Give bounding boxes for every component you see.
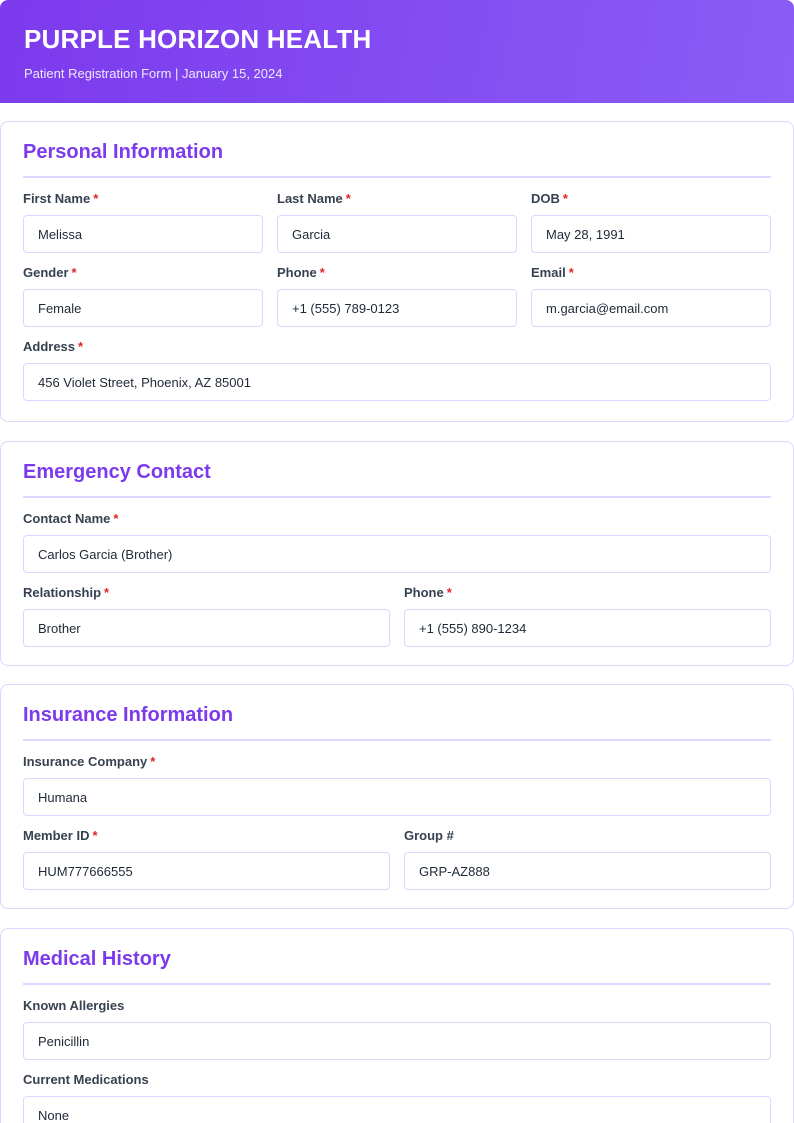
required-asterisk: * [93,191,99,206]
phone-field [277,265,517,327]
insurance-company-field [23,754,771,816]
contact-name-input[interactable] [23,535,771,573]
required-asterisk: * [345,191,351,206]
insurance-company-input[interactable] [23,778,771,816]
contact-name-field [23,511,771,573]
relationship-input[interactable] [23,609,390,647]
emergency-contact-section [0,441,794,666]
required-asterisk: * [446,585,452,600]
required-asterisk: * [113,511,119,526]
field-label: Phone * [404,585,452,600]
address-field [23,339,771,401]
field-label: Last Name * [277,191,351,206]
required-asterisk: * [104,585,110,600]
field-label: First Name * [23,191,99,206]
field-label: Address * [23,339,84,354]
field-label: Insurance Company * [23,754,156,769]
group-number-input[interactable] [404,852,771,890]
field-label: Phone * [277,265,325,280]
required-asterisk: * [150,754,156,769]
medications-input[interactable] [23,1096,771,1123]
organization-title: PURPLE HORIZON HEALTH [24,24,372,54]
field-label: Gender * [23,265,77,280]
form-header [0,0,794,103]
field-label: Group # [404,828,454,843]
emergency-phone-field [404,585,771,647]
required-asterisk: * [71,265,77,280]
required-asterisk: * [562,191,568,206]
dob-input[interactable] [531,215,771,253]
relationship-field [23,585,390,647]
form-subtitle: Patient Registration Form | January 15, 2024 [24,66,283,81]
medications-field [23,1072,771,1123]
personal-information-section [0,121,794,422]
member-id-input[interactable] [23,852,390,890]
first-name-field [23,191,263,253]
allergies-input[interactable] [23,1022,771,1060]
last-name-field [277,191,517,253]
field-label: Contact Name * [23,511,119,526]
first-name-input[interactable] [23,215,263,253]
group-number-field [404,828,771,890]
emergency-phone-input[interactable] [404,609,771,647]
last-name-input[interactable] [277,215,517,253]
address-input[interactable] [23,363,771,401]
field-label: Email * [531,265,574,280]
field-label: Current Medications [23,1072,149,1087]
allergies-field [23,998,771,1060]
section-title: Emergency Contact [23,442,771,498]
field-label: Member ID * [23,828,98,843]
field-label: Relationship * [23,585,110,600]
gender-field [23,265,263,327]
gender-input[interactable] [23,289,263,327]
phone-input[interactable] [277,289,517,327]
section-title: Personal Information [23,122,771,178]
required-asterisk: * [568,265,574,280]
medical-history-section [0,928,794,1123]
email-input[interactable] [531,289,771,327]
section-title: Insurance Information [23,685,771,741]
section-title: Medical History [23,929,771,985]
member-id-field [23,828,390,890]
required-asterisk: * [92,828,98,843]
field-label: Known Allergies [23,998,125,1013]
field-label: DOB * [531,191,568,206]
email-field [531,265,771,327]
required-asterisk: * [319,265,325,280]
insurance-information-section [0,684,794,909]
dob-field [531,191,771,253]
required-asterisk: * [78,339,84,354]
